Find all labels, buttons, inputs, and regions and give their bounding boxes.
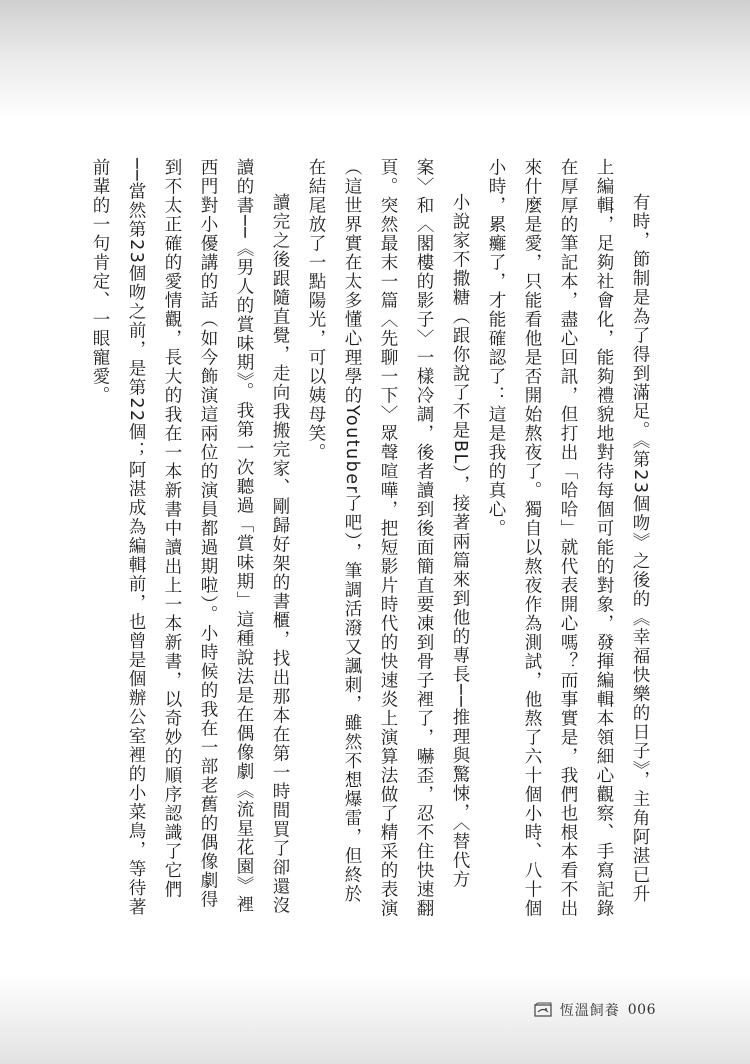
book-title: 恆溫飼養	[559, 1003, 620, 1019]
paragraph-3: 讀完之後跟隨直覺，走向我搬完家、剛歸好架的書櫃，找出那本在第一時間買了卻還沒讀的書──《男人的賞味期》。我第一次聽過「賞味期」這種說法是在偶像劇《流星花園》裡西門對小優講的話（如今飾演這兩位的演員都過期啦）。小時候的我在一部老舊的偶像劇得到不太正確的愛情觀，長大的我在一本新書中讀出上一本新書，以奇妙的順序認識了它們──當然第23個吻之前，是第22個；阿湛成為編輯前，也曾是個辦公室裡的小菜鳥，等待著前輩的一句肯定、一眼寵愛。	[90, 158, 290, 917]
page-footer	[534, 1000, 656, 1020]
top-gradient-band	[0, 0, 750, 120]
body-text	[82, 158, 658, 918]
page-number: 006	[627, 1002, 656, 1018]
paragraph-2: 小說家不撒糖（跟你說了不是BL），接著兩篇來到他的專長──推理與驚悚，〈替代方案〉和〈閣樓的影子〉一樣冷調，後者讀到後面簡直要凍到骨子裡了，嚇歪，忍不住快速翻頁。突然最末一篇〈先聊一下〉眾聲喧嘩，把短影片時代的快速炎上演算法做了精采的表演（這世界實在太多懂心理學的Youtuber了吧），筆調活潑又諷刺，雖然不想爆雷，但終於在結尾放了一點陽光，可以姨母笑。	[306, 158, 470, 918]
book-logo-icon	[534, 1002, 552, 1018]
paragraph-1: 有時，節制是為了得到滿足。《第23個吻》之後的《幸福快樂的日子》，主角阿湛已升上編輯，足夠社會化，能夠禮貌地對待每個可能的對象，發揮編輯本領細心觀察、手寫記錄在厚厚的筆記本，盡心回訊，但打出「哈哈」就代表開心嗎？而事實是，我們也根本看不出來什麼是愛，只能看他是否開始熬夜了。獨自以熬夜作為測試，他熬了六十個小時、八十個小時，累癱了，才能確認了：這是我的真心。	[486, 158, 650, 918]
